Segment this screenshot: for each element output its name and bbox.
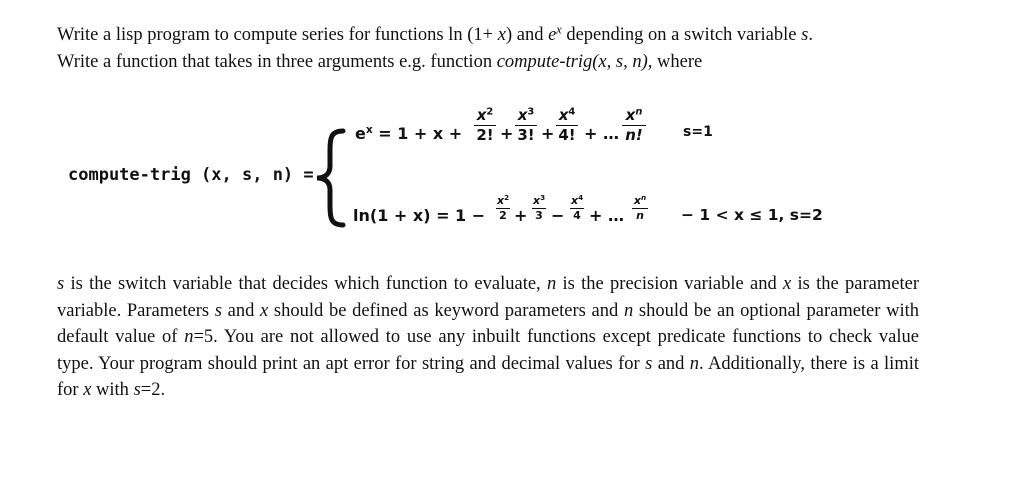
exp-lhs [355,124,462,143]
var-s: s [57,274,65,294]
var-x: x [497,25,506,45]
body-text: is the precision variable and [556,274,784,294]
body-text: should be an optional parameter with default value of [57,300,919,347]
term-pow: 3 [540,193,546,203]
var-x: x [260,300,269,321]
term-var: x [497,194,505,207]
body-text: . Additionally, there is a limit for [57,353,919,400]
intro-text: Write a function that takes in three arguments e.g. function [57,51,497,72]
ln-term-3 [532,195,546,222]
term-pow: n [640,193,647,203]
body-text: and [221,300,261,321]
intro-text: . [808,25,813,45]
term-var: x [517,106,528,124]
term-pow: 2 [486,106,494,118]
term-den: 4! [558,126,576,144]
function-signature: compute-trig(x, s, n) [496,51,648,72]
left-brace [313,128,349,228]
body-text: and [652,353,690,374]
ln-term-4 [570,195,584,222]
body-text: =5. You are not allowed to use any inbuilt functions except predicate functions to check value type. Your program should print an apt error for string and decimal values for [57,327,919,374]
body-text: should be defined as keyword parameters and [268,300,624,321]
term-pow: 3 [527,106,535,118]
plus-ellipsis: + … [584,124,619,143]
term-den: 4 [573,209,581,222]
term-den: 2! [476,126,494,144]
plus-sign: + [514,206,528,225]
var-e: e [355,124,366,143]
intro-paragraph [57,22,813,75]
var-n: n [546,274,557,294]
var-n: n [184,327,194,347]
var-e: e [548,25,557,45]
exp-equals: = 1 + x + [378,124,463,143]
body-paragraph [57,271,919,404]
var-n: n [689,353,700,374]
var-n: n [623,300,634,321]
term-var: x [571,194,579,207]
intro-text: Write a lisp program to compute series for functions ln (1+ [57,25,498,45]
term-den: 3 [535,209,543,222]
exp-term-2 [515,107,537,144]
term-den: 2 [499,209,507,222]
var-x: x [83,380,92,400]
var-s: s [801,25,809,45]
exp-term-1 [474,107,496,144]
term-var: x [633,194,641,207]
intro-line-1 [57,22,813,49]
term-pow: 4 [578,193,584,203]
plus-sign: + [500,124,514,143]
exponent-x: x [365,124,373,137]
exp-term-3 [556,107,578,144]
formula-lhs: compute-trig (x, s, n) = [68,165,314,185]
body-text: with [91,380,134,400]
ln-condition: − 1 < x ≤ 1, s=2 [681,206,823,224]
term-var: x [558,106,569,124]
ln-lhs: ln(1 + x) = 1 − [353,206,486,225]
var-x: x [783,274,792,294]
exp-condition: s=1 [683,124,713,140]
ln-term-2 [496,195,510,222]
plus-sign: + [541,124,555,143]
term-den: n! [625,126,643,144]
term-var: x [533,194,541,207]
intro-text: , where [647,51,703,72]
intro-text: depending on a switch variable [561,25,802,45]
term-pow: n [635,106,643,118]
plus-ellipsis: + … [589,206,624,225]
term-pow: 2 [504,193,510,203]
var-s: s [133,380,141,400]
var-s: s [214,300,222,321]
term-var: x [625,106,636,124]
minus-sign: − [551,206,565,225]
term-var: x [476,106,487,124]
body-text: is the switch variable that decides which function to evaluate, [64,274,547,294]
intro-line-2 [57,49,813,76]
body-text: =2. [140,380,166,400]
exp-term-n [622,107,646,144]
term-pow: 4 [568,106,576,118]
term-den: n [636,209,644,222]
ln-term-n [632,195,648,222]
body-text: is the parameter variable. Parameters [57,274,919,321]
exponent-x: x [556,22,562,37]
term-den: 3! [517,126,535,144]
intro-text: ) and [505,25,549,45]
var-s: s [645,353,653,374]
